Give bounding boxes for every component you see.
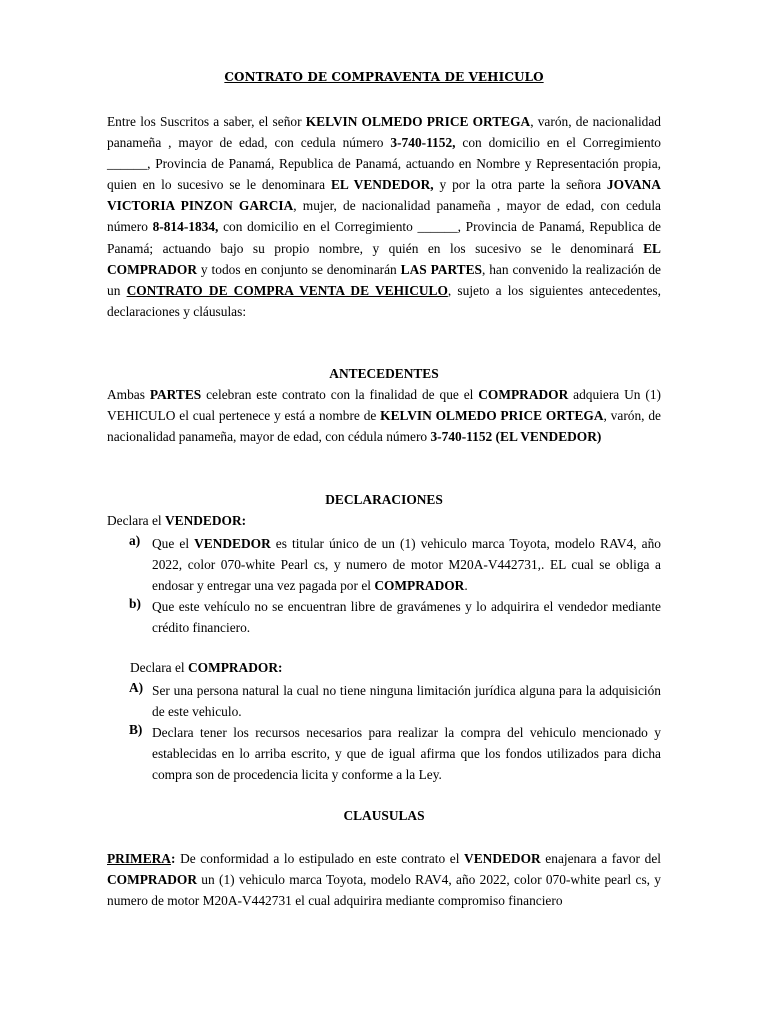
declara-vendedor-text: Declara el	[107, 513, 165, 528]
item-label: b)	[129, 596, 141, 611]
intro-text-3: con domicilio en el Corregimiento ______, Provincia de Panamá, Republica de Panamá, actuando en Nombre y Representación propia, quien en lo sucesivo se le denominara	[107, 135, 662, 193]
declara-comprador-text: Declara el	[130, 660, 188, 675]
item-a-text-2: es titular único de un (1) vehiculo marca Toyota, modelo RAV4, año 2022, color 070-white Pearl cs, y numero de motor M20A-V442731,. EL cual se obliga a endosar y entregar una vez pagada por el	[152, 536, 662, 594]
declaration-item-a	[129, 533, 661, 596]
item-label: B)	[129, 722, 143, 737]
clausula-primera-paragraph	[107, 848, 661, 911]
seller-role: EL VENDEDOR,	[330, 177, 434, 193]
antecedentes-heading: ANTECEDENTES	[329, 366, 439, 381]
antecedentes-bold-1: PARTES	[149, 387, 202, 402]
declara-vendedor-line	[107, 513, 246, 529]
intro-text-2: , varón, de nacionalidad panameña , mayor de edad, con cedula número	[107, 114, 662, 151]
parties-term: LAS PARTES	[400, 261, 482, 277]
antecedentes-bold-2: COMPRADOR	[478, 387, 569, 402]
clausula-colon: :	[170, 851, 176, 866]
buyer-id: 8-814-1834,	[152, 219, 219, 235]
declaraciones-heading: DECLARACIONES	[325, 492, 443, 507]
clausula-text-1: De conformidad a lo estipulado en este contrato el	[175, 851, 465, 866]
declara-vendedor-bold: VENDEDOR:	[164, 513, 247, 528]
item-a-bold-1: VENDEDOR	[194, 536, 271, 551]
declaration-item-A	[129, 680, 661, 722]
antecedentes-text-3: adquiera Un (1) VEHICULO el cual pertenece y está a nombre de	[107, 387, 661, 424]
antecedentes-text-1: Ambas	[107, 387, 150, 402]
declaration-item-B	[129, 722, 661, 785]
seller-id: 3-740-1152,	[390, 135, 456, 151]
antecedentes-text-4: , varón, de nacionalidad panameña, mayor de edad, con cédula número	[107, 408, 661, 445]
item-label: A)	[129, 680, 144, 695]
intro-text-1: Entre los Suscritos a saber, el señor	[107, 114, 306, 129]
item-a-bold-2: COMPRADOR	[374, 578, 465, 594]
intro-text-6: con domicilio en el Corregimiento ______, Provincia de Panamá, Republica de Panamá; actuando bajo su propio nombre, y quién en los sucesivo se le denominará	[107, 219, 661, 256]
intro-text-9: , sujeto a los siguientes antecedentes, declaraciones y cláusulas:	[107, 282, 661, 319]
clausula-text-2: enajenara a favor del	[540, 851, 661, 866]
clausula-bold-1: VENDEDOR	[464, 851, 541, 866]
clausula-text-3: un (1) vehiculo marca Toyota, modelo RAV4, año 2022, color 070-white pearl cs, y numero de motor M20A-V442731 el cual adquirira mediante compromiso financiero	[107, 872, 661, 909]
item-text	[152, 533, 661, 596]
clausula-bold-2: COMPRADOR	[107, 872, 198, 888]
item-text: Declara tener los recursos necesarios para realizar la compra del vehiculo mencionado y establecidas en lo arriba escrito, y que de igual afirma que los fondos utilizados para dicha compra son de procedencia licita y conforme a la Ley.	[152, 725, 661, 783]
item-label: a)	[129, 533, 141, 548]
antecedentes-text-2: celebran este contrato con la finalidad de que el	[201, 387, 479, 402]
antecedentes-bold-4: 3-740-1152 (EL VENDEDOR)	[430, 429, 602, 445]
contract-name: CONTRATO DE COMPRA VENTA DE VEHICULO	[126, 282, 448, 298]
seller-name: KELVIN OLMEDO PRICE ORTEGA	[305, 114, 531, 129]
buyer-name: JOVANA VICTORIA PINZON GARCIA	[107, 177, 661, 214]
intro-text-7: y todos en conjunto se denominarán	[197, 261, 401, 277]
declara-comprador-bold: COMPRADOR:	[187, 660, 283, 675]
clausula-primera-label: PRIMERA	[107, 851, 171, 866]
item-a-text-1: Que el	[152, 536, 195, 551]
item-a-text-3: .	[464, 578, 468, 594]
document-title: CONTRATO DE COMPRAVENTA DE VEHICULO	[224, 70, 544, 84]
intro-text-8: , han convenido la realización de un	[107, 261, 661, 298]
declara-comprador-line	[130, 660, 282, 676]
antecedentes-bold-3: KELVIN OLMEDO PRICE ORTEGA	[380, 408, 604, 424]
declaration-item-b	[129, 596, 661, 638]
clausulas-heading: CLAUSULAS	[343, 808, 425, 823]
antecedentes-paragraph	[107, 384, 661, 447]
intro-text-5: , mujer, de nacionalidad panameña , mayor de edad, con cedula número	[107, 198, 661, 235]
intro-text-4: y por la otra parte la señora	[433, 177, 607, 193]
item-text: Ser una persona natural la cual no tiene ninguna limitación jurídica alguna para la adquisición de este vehiculo.	[152, 683, 661, 720]
intro-paragraph	[107, 111, 661, 322]
item-text: Que este vehículo no se encuentran libre de gravámenes y lo adquirira el vendedor mediante crédito financiero.	[152, 599, 661, 636]
buyer-role: EL COMPRADOR	[107, 240, 661, 277]
